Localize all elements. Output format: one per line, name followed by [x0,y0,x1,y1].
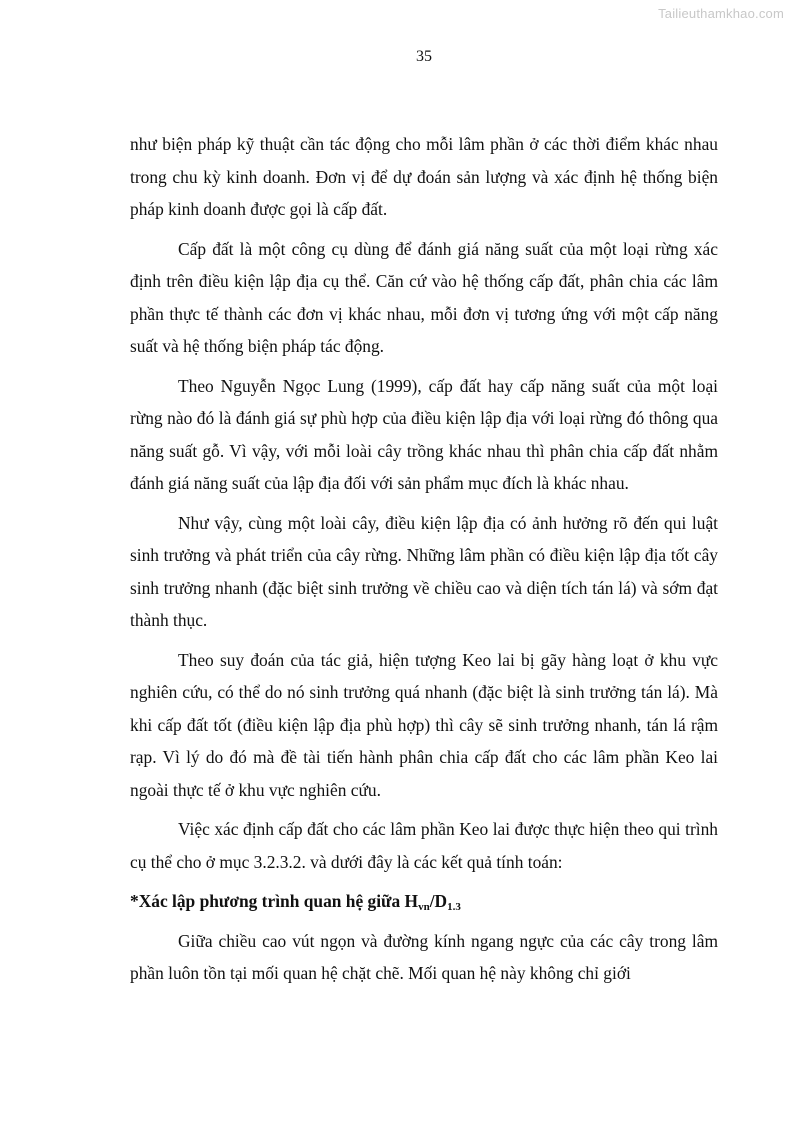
heading-subscript-vn: vn [418,901,430,913]
heading-prefix: *Xác lập phương trình quan hệ giữa H [130,891,419,911]
paragraph-author-hypothesis: Theo suy đoán của tác giả, hiện tượng Keo lai bị gãy hàng loạt ở khu vực nghiên cứu, có thể do nó sinh trưởng quá nhanh (đặc biệt là sinh trưởng tán lá). Mà khi cấp đất tốt (điều kiện lập địa phù hợp) thì cây sẽ sinh trưởng nhanh, tán lá rậm rạp. Vì lý do đó mà đề tài tiến hành phân chia cấp đất cho các lâm phần Keo lai ngoài thực tế ở khu vực nghiên cứu. [130,649,718,800]
watermark: Tailieuthamkhao.com [658,6,784,21]
paragraph-continuation: như biện pháp kỹ thuật cần tác động cho mỗi lâm phần ở các thời điểm khác nhau trong chu kỳ kinh doanh. Đơn vị để dự đoán sản lượng và xác định hệ thống biện pháp kinh doanh được gọi là cấp đất. [130,134,718,219]
paragraph-nguyen-ngoc-lung: Theo Nguyễn Ngọc Lung (1999), cấp đất hay cấp năng suất của một loại rừng nào đó là đánh giá sự phù hợp của điều kiện lập địa với loại rừng đó thông qua năng suất gỗ. Vì vậy, với mỗi loài cây trồng khác nhau thì phân chia cấp đất nhằm đánh giá năng suất của lập địa đối với sản phẩm mục đích là khác nhau. [130,375,718,493]
heading-slash: /D [429,891,448,911]
document-body [130,128,718,997]
paragraph-procedure: Việc xác định cấp đất cho các lâm phần Keo lai được thực hiện theo qui trình cụ thể cho ở mục 3.2.3.2. và dưới đây là các kết quả tính toán: [130,819,718,872]
page-number: 35 [416,48,432,65]
section-heading [130,885,718,918]
paragraph-site-class-definition: Cấp đất là một công cụ dùng để đánh giá năng suất của một loại rừng xác định trên điều kiện lập địa cụ thể. Căn cứ vào hệ thống cấp đất, phân chia các lâm phần thực tế thành các đơn vị khác nhau, mỗi đơn vị tương ứng với một cấp năng suất và hệ thống biện pháp tác động. [130,238,718,356]
heading-subscript-13: 1.3 [447,901,461,913]
paragraph-site-conditions: Như vậy, cùng một loài cây, điều kiện lập địa có ảnh hưởng rõ đến qui luật sinh trưởng và phát triển của cây rừng. Những lâm phần có điều kiện lập địa tốt cây sinh trưởng nhanh (đặc biệt sinh trưởng về chiều cao và diện tích tán lá) và sớm đạt thành thục. [130,512,718,630]
paragraph-height-diameter: Giữa chiều cao vút ngọn và đường kính ngang ngực của các cây trong lâm phần luôn tồn tại mối quan hệ chặt chẽ. Mối quan hệ này không chỉ giới [130,930,718,983]
